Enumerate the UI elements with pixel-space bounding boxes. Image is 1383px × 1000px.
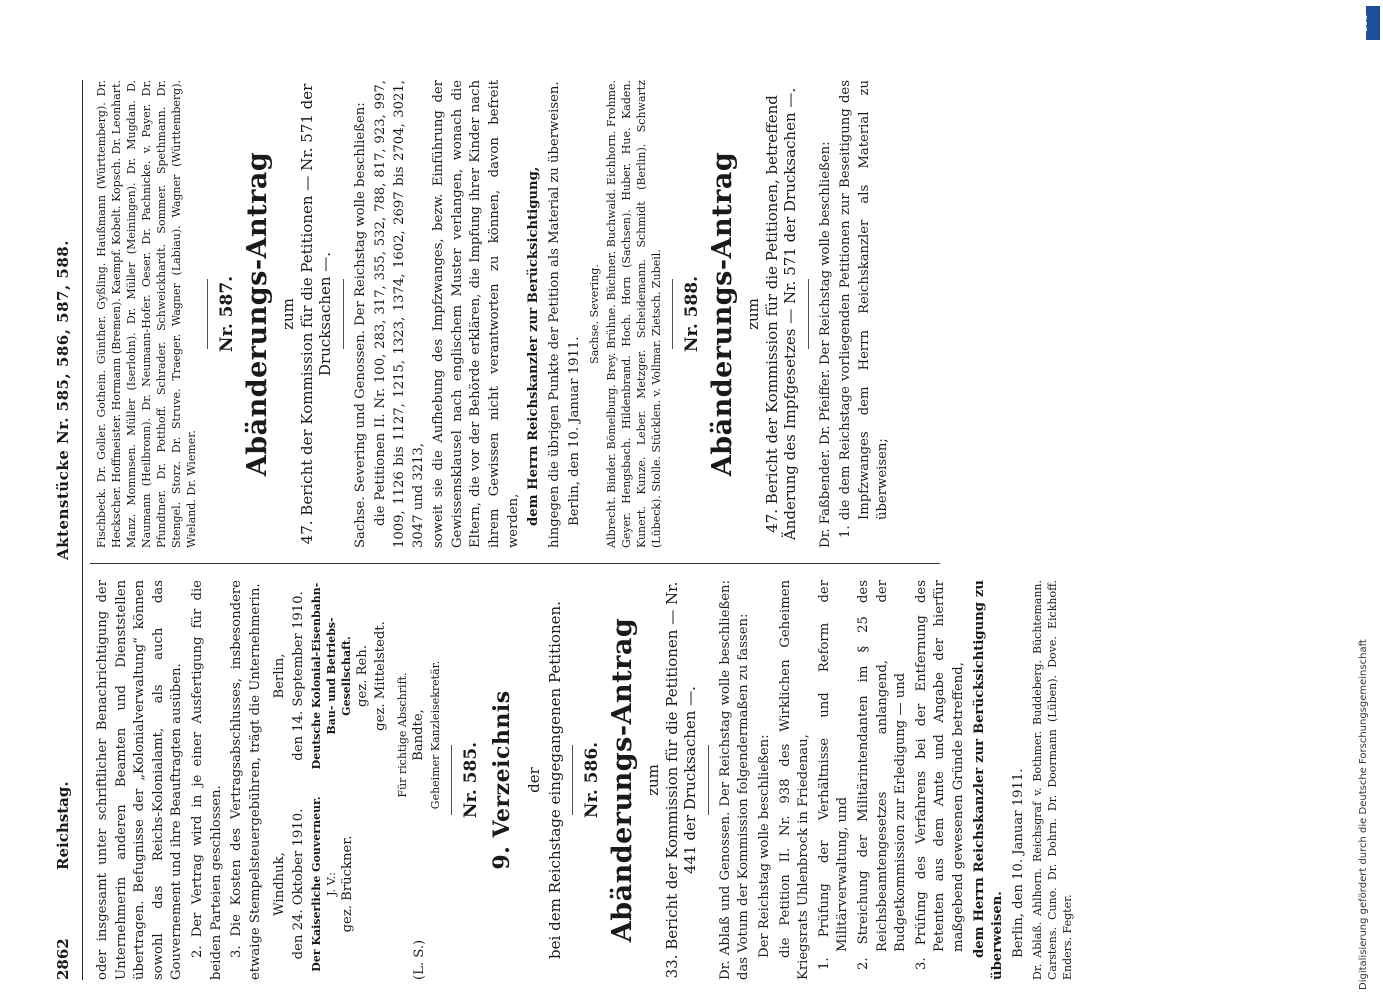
separator bbox=[207, 279, 208, 349]
certification-block bbox=[395, 580, 444, 980]
signatories-587: Albrecht. Binder. Bömelburg. Brey. Brühne. Büchner. Buchwald. Eichhorn. Frohme. Geyer. Hengsbach. Hildenbrand. Hoch. Horn (Sachsen). Huber. Hue. Kaden. Kunert. Kunze. Leber. Metzger. Scheidemann. Schmidt (Berlin). Schwartz (Lübeck). Stolle. Stücklen. v. Vollmar. Zietsch. Zubeil. bbox=[604, 80, 663, 548]
paragraph: soweit sie die Aufhebung des Impfzwanges, bezw. Einführung der Gewissensklausel nach englischem Muster verlangen, wonach die Eltern, die vor der Behörde erklären, die Impfung ihrer Kinder nach ihrem Gewissen nicht verantworten zu können, davon befreit werden, bbox=[431, 80, 521, 548]
signature-right-1: gez. Reh. bbox=[354, 645, 370, 707]
zum-label: zum bbox=[278, 298, 297, 330]
section-title: Aktenstücke Nr. 585, 586, 587, 588. bbox=[54, 240, 72, 560]
paragraph: die Petition II. Nr. 938 des Wirklichen Geheimen Kriegsrats Uhlenbrock in Friedenau, bbox=[777, 580, 812, 980]
page-header bbox=[50, 80, 84, 980]
copy-note: Für richtige Abschrift. bbox=[395, 672, 409, 798]
antrag-heading-587: Abänderungs-Antrag bbox=[241, 151, 273, 477]
separator bbox=[451, 745, 452, 815]
date-586: Berlin, den 10. Januar 1911. bbox=[1010, 768, 1026, 958]
page-number: 2862 bbox=[54, 938, 72, 980]
clerk-name: Bandte, bbox=[410, 709, 426, 761]
digitization-credit: Digitalisierung gefördert durch die Deutsche Forschungsgemeinschaft bbox=[1358, 639, 1369, 990]
document-number-588: Nr. 588. bbox=[681, 275, 702, 353]
der-label: der bbox=[524, 767, 543, 793]
signature-places bbox=[271, 580, 390, 980]
zum-label: zum bbox=[643, 764, 662, 796]
right-column bbox=[94, 80, 895, 548]
zum-label: zum bbox=[743, 298, 762, 330]
date-left: den 24. Oktober 1910. bbox=[290, 808, 306, 960]
document-number-585: Nr. 585. bbox=[461, 741, 482, 819]
running-title: Reichstag. bbox=[54, 781, 72, 870]
place-right: Berlin, bbox=[272, 653, 288, 699]
paragraph: Dr. Ablaß und Genossen. Der Reichstag wolle beschließen: das Votum der Kommission folgendermaßen zu fassen: bbox=[717, 580, 752, 980]
paragraph: die Petitionen II. Nr. 100, 283, 317, 355, 532, 788, 817, 923, 997, 1009, 1126 bis 1127, 1215, 1323, 1374, 1602, 2697 bis 2704, 3021, 3047 und 3213, bbox=[373, 80, 426, 548]
document-number-587: Nr. 587. bbox=[217, 275, 237, 353]
paragraph: Sachse. Severing und Genossen. Der Reichstag wolle beschließen: bbox=[352, 102, 368, 548]
paragraph: oder insgesamt unter schriftlicher Benachrichtigung der Unternehmerin anderen Beamten und Dienststellen übertragen. Befugnisse der „Kolonialverwaltung“ können sowohl das Reichs-Kolonialamt, als auch das Gouvernement und ihre Beauftragten ausüben. bbox=[95, 580, 185, 980]
list-item: 1. die dem Reichstage vorliegenden Petitionen zur Beseitigung des Impfzwanges dem Herrn Reichskanzler als Material zu überweisen; bbox=[838, 80, 891, 538]
antrag-heading-586: Abänderungs-Antrag bbox=[606, 617, 638, 943]
bericht-588: 47. Bericht der Kommission für die Petitionen, betreffend Änderung des Impfgesetzes — Nr. 571 der Drucksachen —. bbox=[762, 87, 800, 541]
left-column bbox=[94, 580, 1077, 980]
petitions-line: bei dem Reichstage eingegangenen Petitionen. bbox=[545, 601, 564, 959]
rotated-document-page bbox=[50, 80, 1370, 980]
antrag-heading-588: Abänderungs-Antrag bbox=[706, 151, 738, 477]
party-right: Deutsche Kolonial-Eisenbahn-Bau- und Betriebs-Gesellschaft. bbox=[309, 582, 353, 770]
header-rule bbox=[82, 80, 83, 980]
document-number-586: Nr. 586. bbox=[582, 741, 603, 819]
separator bbox=[808, 279, 809, 349]
signature-right-2: gez. Mittelstedt. bbox=[373, 621, 389, 731]
separator bbox=[708, 745, 709, 815]
dfg-logo: DFG bbox=[1366, 6, 1380, 40]
date-right: den 14. September 1910. bbox=[290, 591, 306, 761]
separator bbox=[672, 279, 673, 349]
signatories-587-head: Sachse. Severing. bbox=[587, 264, 601, 364]
bericht-587: 47. Bericht der Kommission für die Petitionen — Nr. 571 der Drucksachen —. bbox=[297, 83, 335, 545]
place-left: Windhuk, bbox=[272, 852, 288, 916]
seal-label: (L. S.) bbox=[411, 939, 427, 980]
paragraph: 2. Der Vertrag wird in je einer Ausfertigung für die beiden Parteien geschlossen. bbox=[189, 580, 224, 980]
separator bbox=[572, 745, 573, 815]
clerk-title: Geheimer Kanzleisekretär. bbox=[429, 660, 443, 810]
signatories-continued: Fischbeck. Dr. Goller. Gothein. Günther. Gyßling. Haußmann (Württemberg). Dr. Heckscher. Hoffmeister. Hormann (Bremen). Kaempf. Kobelt. Kopsch. Dr. Leonhart. Manz. Mommsen. Müller (Iserlohn). Dr. Müller (Meiningen). Dr. Mugdan. D. Naumann (Heilbronn). Dr. Neumann-Hofer. Oeser. Dr. Pachnicke. v. Payer. Dr. Pfundtner. Dr. Potthoff. Schrader. Schweickhardt. Sommer. Spethmann. Dr. Stengel. Storz. Dr. Struve. Traeger. Wagner (Labiau). Wagner (Württemberg). Wieland. Dr. Wiemer. bbox=[95, 80, 198, 548]
list-item: 3. Prüfung des Verfahrens bei der Entfernung des Petenten aus dem Amte und Angabe der hierfür maßgebend gewesenen Gründe betreffend, bbox=[913, 580, 966, 970]
signature-left: gez. Brückner. bbox=[339, 835, 355, 933]
paragraph: 3. Die Kosten des Vertragsabschlusses, insbesondere etwaige Stempelsteuergebühren, trägt die Unternehmerin. bbox=[229, 580, 263, 980]
list-item: 1. Prüfung der Verhältnisse und Reform der Militärverwaltung, und bbox=[816, 580, 851, 970]
signatories-586: Dr. Ablaß. Ahlhorn. Reichsgraf v. Bothmer. Buddeberg. Büchtemann. Carstens. Cuno. Dr. Dohrn. Dr. Doormann (Lüben). Dove. Eickhoff. Enders. Fegter. bbox=[1031, 580, 1075, 980]
column-divider bbox=[90, 563, 940, 564]
bericht-586: 33. Bericht der Kommission für die Petitionen — Nr. 441 der Drucksachen —. bbox=[662, 581, 700, 979]
list-item: 2. Streichung der Militärintendanten im § 25 des Reichsbeamtengesetzes anlangend, der Budgetkommission zur Erledigung — und bbox=[856, 580, 909, 970]
party-left: Der Kaiserliche Gouverneur. bbox=[309, 796, 323, 972]
separator bbox=[343, 279, 344, 349]
iv-label: J. V.: bbox=[324, 872, 338, 896]
paragraph: Der Reichstag wolle beschließen: bbox=[757, 734, 773, 958]
paragraph: dem Herrn Reichskanzler zur Berücksichtigung, bbox=[526, 166, 542, 526]
paragraph: Dr. Faßbender. Dr. Pfeiffer. Der Reichstag wolle beschließen: bbox=[817, 141, 833, 548]
paragraph: hingegen die übrigen Punkte der Petition als Material zu überweisen. bbox=[546, 81, 562, 548]
verzeichnis-heading: 9. Verzeichnis bbox=[488, 690, 515, 870]
date-587: Berlin, den 10. Januar 1911. bbox=[567, 336, 583, 526]
paragraph: dem Herrn Reichskanzler zur Berücksichtigung zu überweisen. bbox=[971, 580, 1006, 980]
